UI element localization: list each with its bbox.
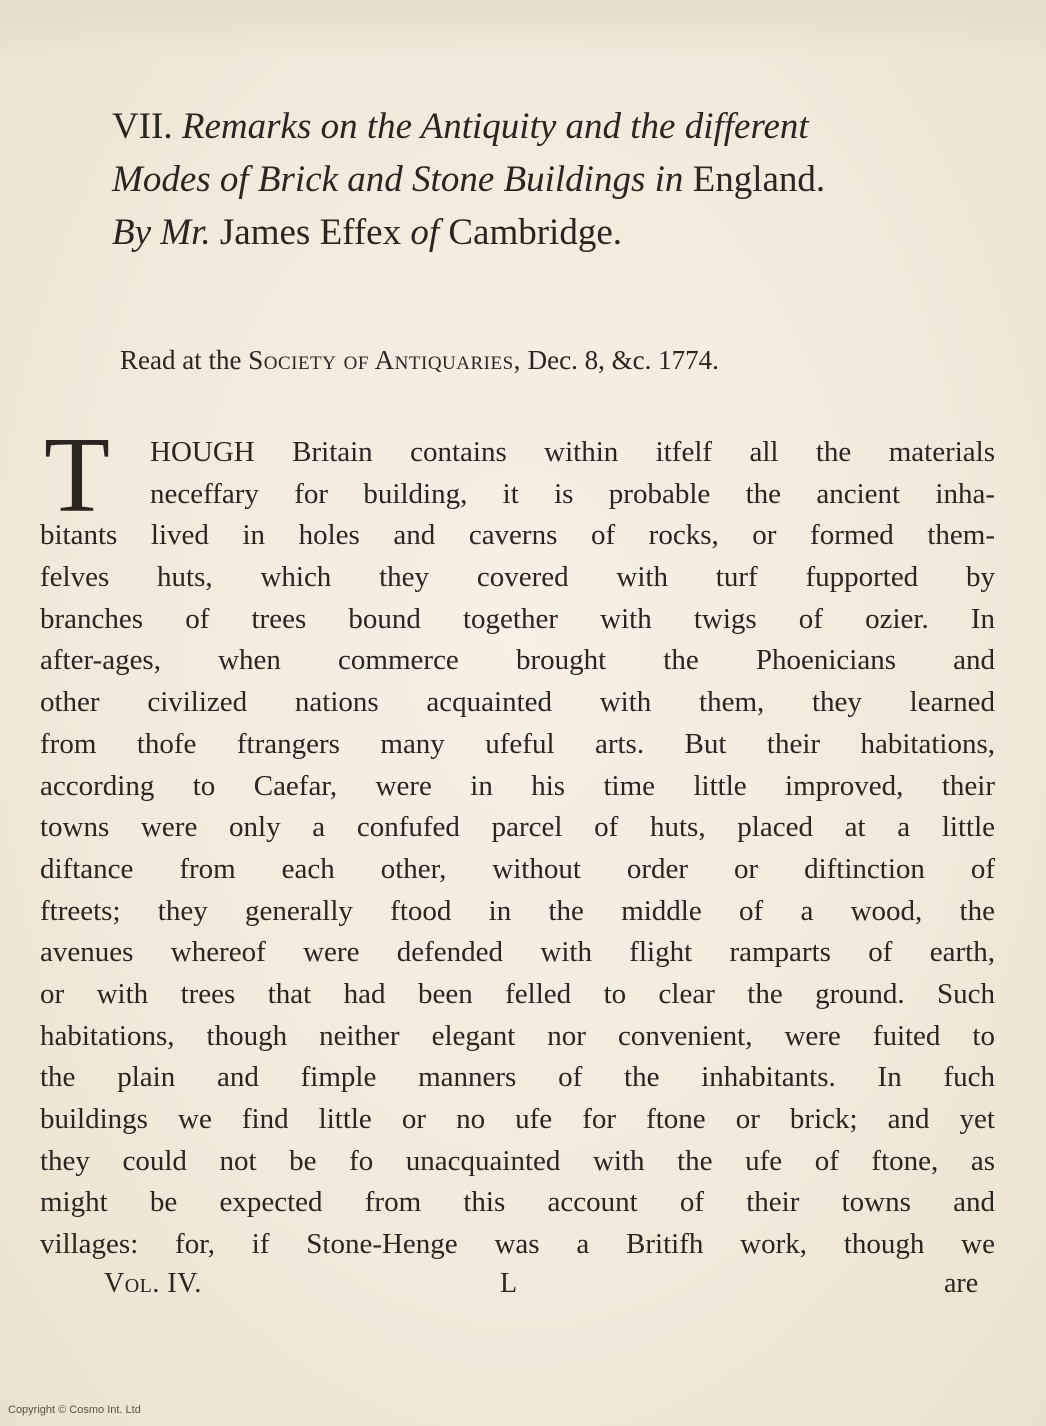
body-line: they could not be fo unacquainted with the ufe of ftone, as: [40, 1144, 995, 1177]
society-name: Society of Antiquaries,: [248, 345, 521, 375]
title-text-1: Remarks on the Antiquity and the different: [181, 106, 809, 147]
title-place-england: England.: [692, 159, 826, 200]
body-line: from thofe ftrangers many ufeful arts. But their habitations,: [40, 727, 995, 760]
body-line: bitants lived in holes and caverns of rocks, or formed them-: [40, 519, 995, 552]
body-line: other civilized nations acquainted with them, they learned: [40, 686, 995, 719]
body-line: branches of trees bound together with twigs of ozier. In: [40, 602, 995, 635]
body-line: the plain and fimple manners of the inhabitants. In fuch: [40, 1061, 995, 1094]
author-place: Cambridge.: [448, 212, 623, 253]
body-line: avenues whereof were defended with flight ramparts of earth,: [40, 936, 995, 969]
article-number: VII.: [112, 106, 173, 147]
author-prefix: By Mr.: [112, 212, 211, 253]
body-line: ftreets; they generally ftood in the middle of a wood, the: [40, 894, 995, 927]
body-line: felves huts, which they covered with turf fupported by: [40, 561, 995, 594]
volume-number: Vol. IV.: [104, 1268, 202, 1299]
body-line: villages: for, if Stone-Henge was a Britifh work, though we: [40, 1228, 995, 1261]
title-line-1: [112, 100, 1002, 153]
body-paragraph: [40, 432, 995, 1266]
drop-cap: T: [44, 416, 110, 535]
body-line: buildings we find little or no ufe for ftone or brick; and yet: [40, 1103, 995, 1135]
read-prefix: Read at the: [120, 345, 242, 375]
title-text-2: Modes of Brick and Stone Buildings in: [112, 159, 684, 200]
body-line: diftance from each other, without order or diftinction of: [40, 852, 995, 885]
body-line: HOUGH Britain contains within itfelf all the materials: [150, 436, 995, 468]
read-date: Dec. 8, &c. 1774.: [527, 345, 719, 375]
copyright-watermark: Copyright © Cosmo Int. Ltd: [8, 1404, 141, 1416]
author-name: James Effex: [219, 212, 402, 253]
author-of: of: [410, 212, 440, 253]
body-line: according to Caefar, were in his time little improved, their: [40, 769, 995, 802]
body-line: habitations, though neither elegant nor convenient, were fuited to: [40, 1019, 995, 1052]
title-line-2: [112, 153, 1002, 206]
body-line: after-ages, when commerce brought the Phoenicians and: [40, 644, 995, 677]
article-title: [112, 100, 1002, 259]
show-through-text-band: [0, 0, 1046, 60]
title-line-3: [112, 206, 1002, 259]
body-line: might be expected from this account of their towns and: [40, 1186, 995, 1219]
read-at-line: [120, 345, 940, 376]
signature-mark: L: [500, 1268, 518, 1299]
body-line: or with trees that had been felled to clear the ground. Such: [40, 977, 995, 1010]
catchword: are: [944, 1268, 979, 1299]
body-line: towns were only a confufed parcel of huts, placed at a little: [40, 811, 995, 844]
body-line: neceffary for building, it is probable the ancient inha-: [150, 477, 995, 510]
